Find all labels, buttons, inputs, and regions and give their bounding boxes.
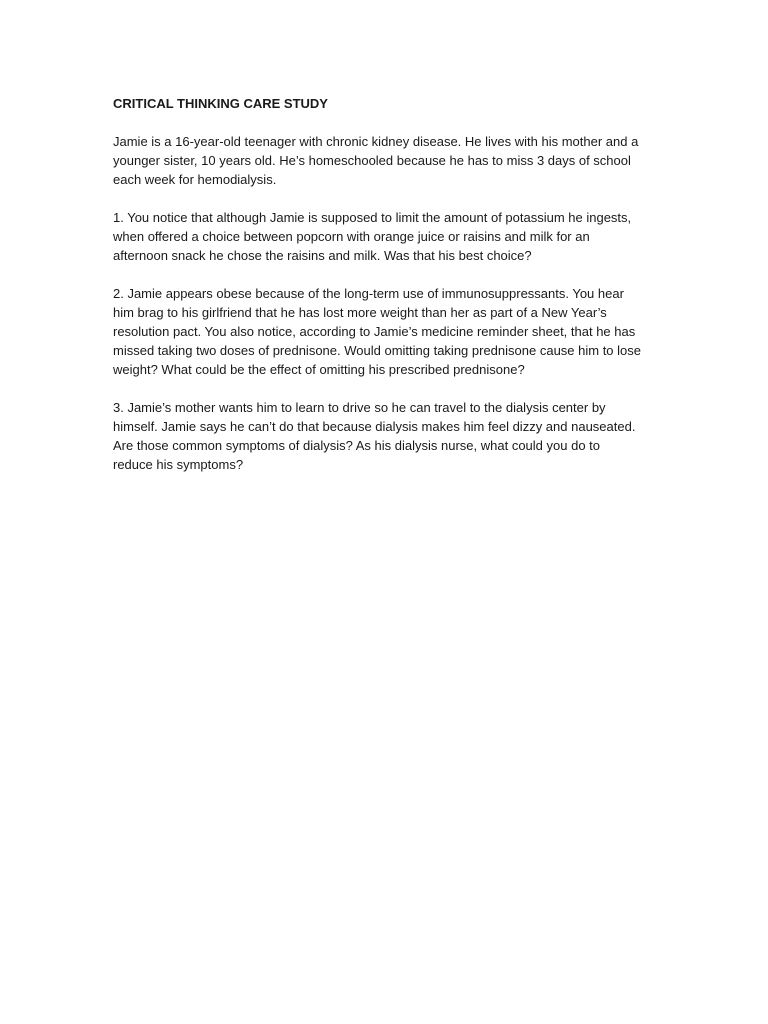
question-3: 3. Jamie’s mother wants him to learn to drive so he can travel to the dialysis center by himself. Jamie says he can’t do that because dialysis makes him feel dizzy and nauseated. Are those common symptoms of dialysis? As his dialysis nurse, what could you do to reduce his symptoms? — [113, 400, 636, 472]
question-1: 1. You notice that although Jamie is supposed to limit the amount of potassium he ingests, when offered a choice between popcorn with orange juice or raisins and milk for an afternoon snack he chose the raisins and milk. Was that his best choice? — [113, 210, 632, 263]
question-2: 2. Jamie appears obese because of the long-term use of immunosuppressants. You hear him brag to his girlfriend that he has lost more weight than her as part of a New Year’s resolution pact. You also notice, according to Jamie’s medicine reminder sheet, that he has missed taking two doses of prednisone. Would omitting taking prednisone cause him to lose weight? What could be the effect of omitting his prescribed prednisone? — [113, 286, 641, 377]
document-title: CRITICAL THINKING CARE STUDY — [113, 96, 328, 111]
document-body — [113, 94, 643, 493]
intro-paragraph: Jamie is a 16-year-old teenager with chronic kidney disease. He lives with his mother and a younger sister, 10 years old. He’s homeschooled because he has to miss 3 days of school each week for hemodialysis. — [113, 134, 639, 187]
